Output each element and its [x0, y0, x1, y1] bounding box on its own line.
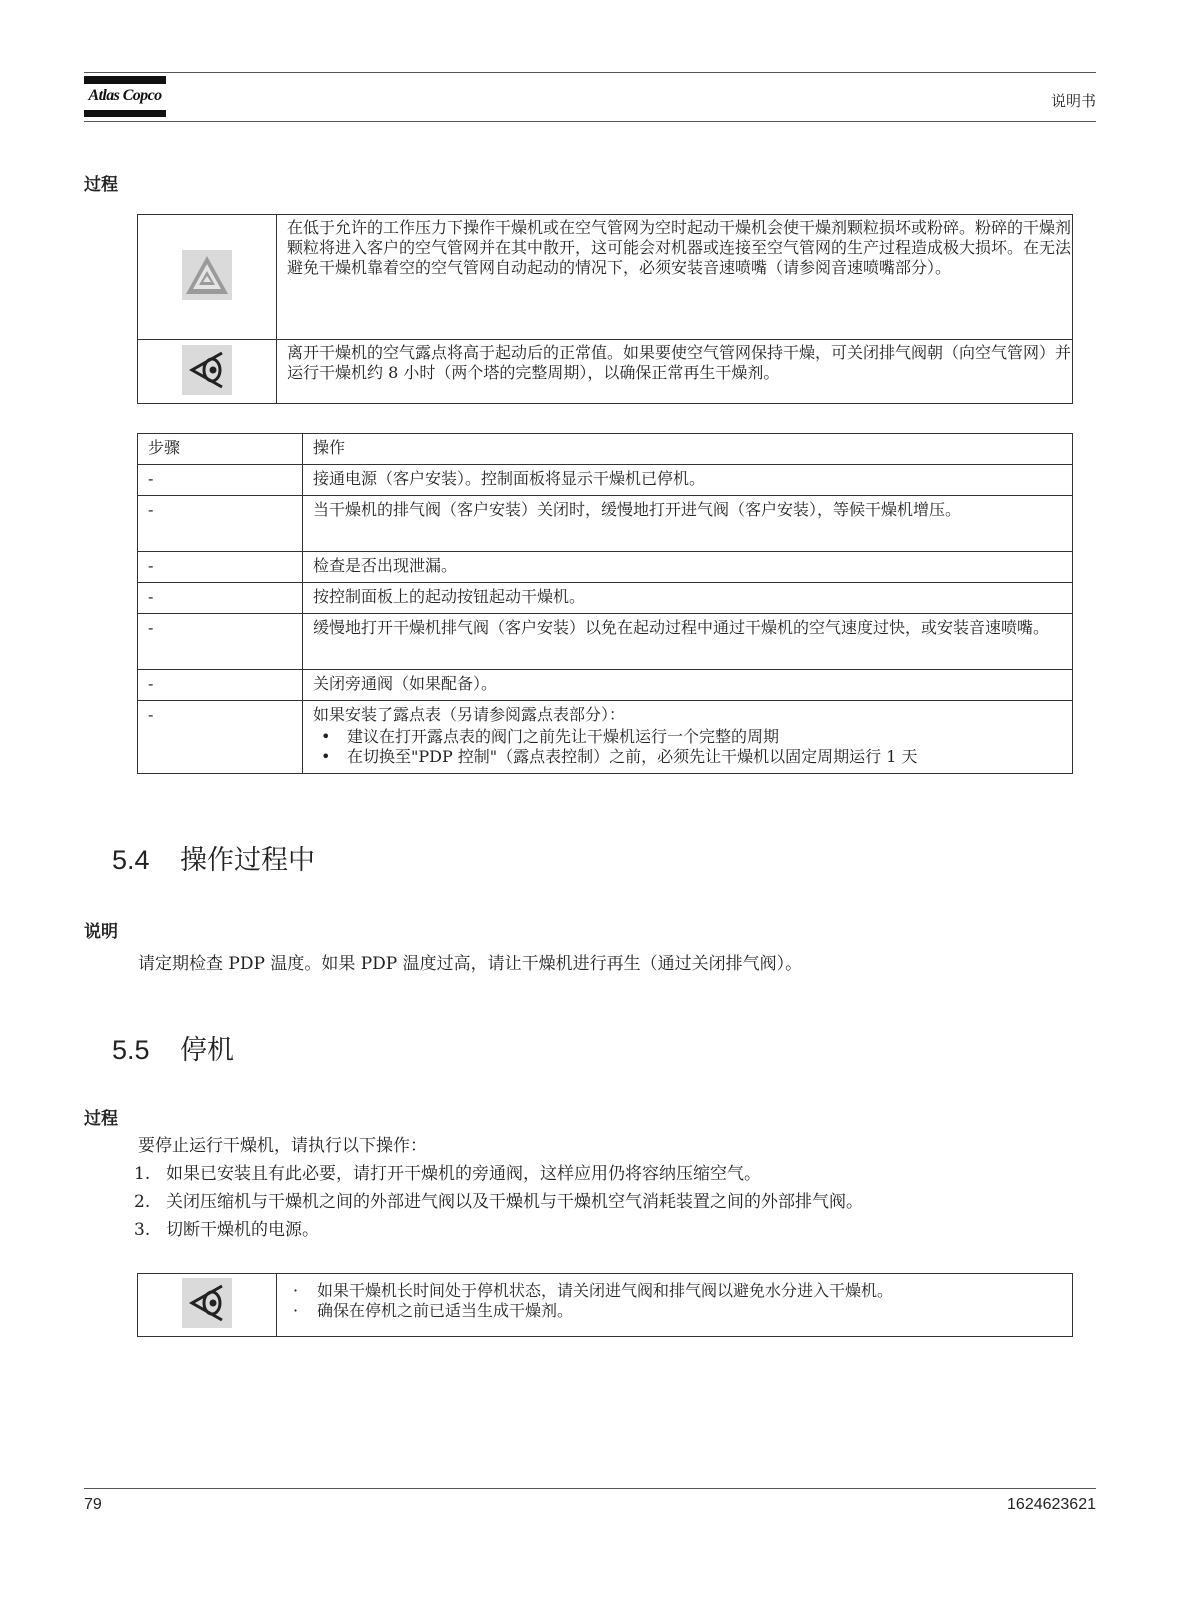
steps-table [137, 433, 1073, 774]
list-text: 如果干燥机长时间处于停机状态，请关闭进气阀和排气阀以避免水分进入干燥机。 [317, 1281, 894, 1300]
section-number: 5.4 [112, 845, 150, 875]
list-number: 2. [134, 1192, 151, 1212]
list-item [134, 1163, 761, 1185]
step-cell: - [138, 552, 303, 583]
table-row [138, 614, 1073, 670]
warning-triangle-icon [182, 250, 232, 300]
list-item [134, 1219, 319, 1241]
note-icon-cell [138, 1274, 277, 1337]
section-label-process: 过程 [84, 175, 118, 195]
section-label-process-stop: 过程 [84, 1109, 118, 1129]
step-cell: - [138, 583, 303, 614]
action-cell: 当干燥机的排气阀（客户安装）关闭时，缓慢地打开进气阀（客户安装），等候干燥机增压。 [303, 496, 1073, 552]
section-heading-5-5 [112, 1028, 234, 1067]
list-item: • 在切换至"PDP 控制"（露点表控制）之前，必须先让干燥机以固定周期运行 1 天 [335, 747, 1064, 767]
section-title: 操作过程中 [180, 845, 315, 876]
step-cell: - [138, 670, 303, 701]
section-heading-5-4 [112, 838, 315, 877]
table-row [138, 496, 1073, 552]
stop-intro-text: 要停止运行干燥机，请执行以下操作： [138, 1136, 427, 1156]
atlas-copco-logo [84, 76, 166, 120]
pdp-check-text: 请定期检查 PDP 温度。如果 PDP 温度过高，请让干燥机进行再生（通过关闭排气阀）。 [138, 954, 803, 974]
warning-note-table [137, 214, 1073, 404]
section-label-note: 说明 [84, 922, 118, 942]
header-rule-bottom [84, 121, 1096, 122]
header-rule-top [84, 72, 1096, 73]
bullet-dot: · [293, 1281, 299, 1300]
list-text: 关闭压缩机与干燥机之间的外部进气阀以及干燥机与干燥机空气消耗装置之间的外部排气阀。 [166, 1192, 863, 1212]
step-cell: - [138, 614, 303, 670]
action-cell [303, 701, 1073, 774]
shutdown-note-text [277, 1274, 1073, 1337]
table-row [138, 701, 1073, 774]
dewpoint-bullets [313, 727, 1064, 767]
table-row [138, 552, 1073, 583]
steps-header-row [138, 434, 1073, 465]
page-number: 79 [84, 1496, 102, 1513]
step-cell: - [138, 496, 303, 552]
logo-text: Atlas Copco [88, 87, 162, 104]
note-text: 离开干燥机的空气露点将高于起动后的正常值。如果要使空气管网保持干燥，可关闭排气阀朝（向空气管网）并运行干燥机约 8 小时（两个塔的完整周期），以确保正常再生干燥剂。 [277, 340, 1073, 404]
eye-note-icon [182, 1278, 232, 1328]
list-item: • 建议在打开露点表的阀门之前先让干燥机运行一个完整的周期 [335, 727, 1064, 747]
list-number: 1. [134, 1164, 151, 1184]
header-step: 步骤 [138, 434, 303, 465]
table-row [138, 583, 1073, 614]
eye-note-icon [182, 345, 232, 395]
list-number: 3. [134, 1220, 151, 1240]
step-cell: - [138, 465, 303, 496]
list-item [134, 1191, 863, 1213]
section-number: 5.5 [112, 1035, 150, 1065]
dewpoint-intro: 如果安装了露点表（另请参阅露点表部分）： [313, 705, 626, 724]
list-text: 确保在停机之前已适当生成干燥剂。 [317, 1301, 574, 1320]
document-type: 说明书 [1050, 92, 1096, 110]
shutdown-note-table [137, 1273, 1073, 1337]
warning-icon-cell [138, 215, 277, 340]
warning-text: 在低于允许的工作压力下操作干燥机或在空气管网为空时起动干燥机会使干燥剂颗粒损坏或粉碎。粉碎的干燥剂颗粒将进入客户的空气管网并在其中散开，这可能会对机器或连接至空气管网的生产过程造成极大损坏。在无法避免干燥机靠着空的空气管网自动起动的情况下，必须安装音速喷嘴（请参阅音速喷嘴部分）。 [277, 215, 1073, 340]
list-item [287, 1281, 1072, 1301]
note-row [138, 340, 1073, 404]
footer-rule [84, 1488, 1096, 1489]
list-text: 如果已安装且有此必要，请打开干燥机的旁通阀，这样应用仍将容纳压缩空气。 [166, 1164, 761, 1184]
list-text: 切断干燥机的电源。 [166, 1220, 319, 1240]
bullet-dot: · [293, 1301, 299, 1320]
step-cell: - [138, 701, 303, 774]
action-cell: 检查是否出现泄漏。 [303, 552, 1073, 583]
header-action: 操作 [303, 434, 1073, 465]
action-cell: 缓慢地打开干燥机排气阀（客户安装）以免在起动过程中通过干燥机的空气速度过快，或安装音速喷嘴。 [303, 614, 1073, 670]
shutdown-note-row [138, 1274, 1073, 1337]
table-row [138, 465, 1073, 496]
table-row [138, 670, 1073, 701]
list-item [287, 1301, 1072, 1321]
action-cell: 接通电源（客户安装）。控制面板将显示干燥机已停机。 [303, 465, 1073, 496]
logo-bar-bottom [84, 110, 166, 117]
note-icon-cell [138, 340, 277, 404]
logo-bar-top [84, 76, 166, 84]
section-title: 停机 [180, 1035, 234, 1066]
document-number: 1624623621 [1007, 1496, 1096, 1513]
warning-row [138, 215, 1073, 340]
action-cell: 关闭旁通阀（如果配备）。 [303, 670, 1073, 701]
action-cell: 按控制面板上的起动按钮起动干燥机。 [303, 583, 1073, 614]
